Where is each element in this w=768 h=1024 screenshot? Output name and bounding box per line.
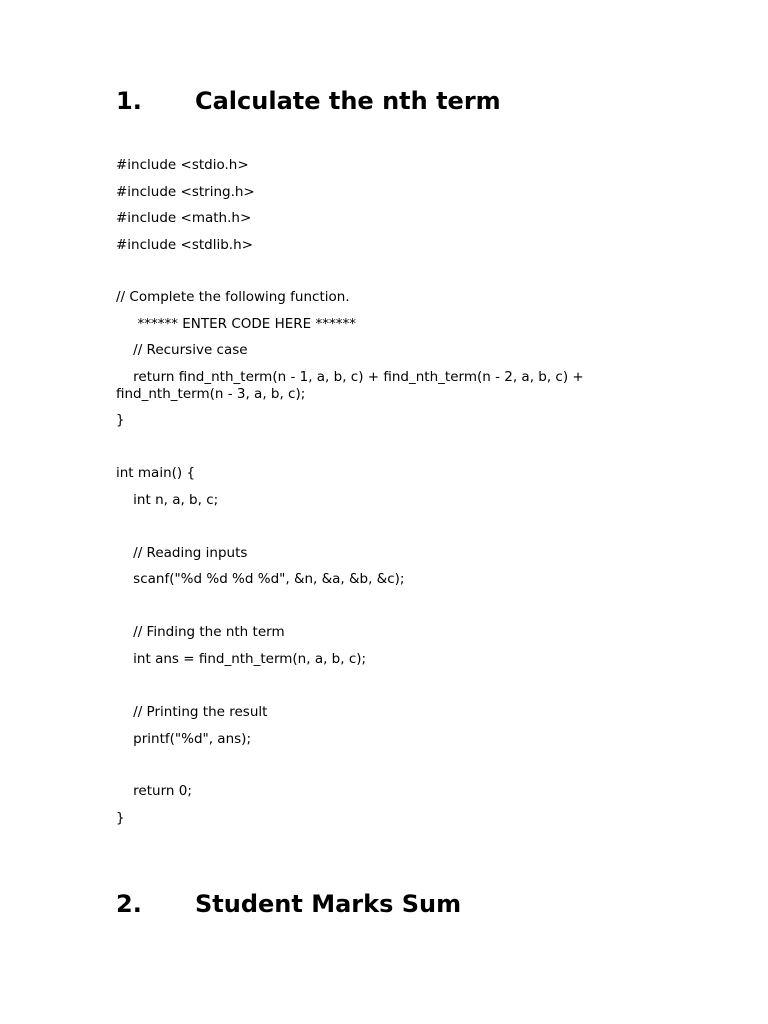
section-2-title: Student Marks Sum	[195, 890, 462, 918]
section-1-heading	[116, 87, 501, 115]
section-1-title: Calculate the nth term	[195, 87, 501, 115]
section-2-heading	[116, 890, 461, 918]
code-line: return find_nth_term(n - 1, a, b, c) + find_nth_term(n - 2, a, b, c) + find_nth_term(n - 3, a, b, c);	[116, 369, 589, 402]
code-line: // Printing the result	[116, 704, 268, 720]
code-line: // Recursive case	[116, 342, 248, 358]
code-line: #include <stdio.h>	[116, 157, 249, 173]
code-line: #include <string.h>	[116, 184, 255, 200]
code-line: // Finding the nth term	[116, 624, 285, 640]
code-line: #include <math.h>	[116, 210, 252, 226]
code-line: scanf("%d %d %d %d", &n, &a, &b, &c);	[116, 571, 405, 587]
code-line: }	[116, 810, 125, 826]
code-line: #include <stdlib.h>	[116, 237, 253, 253]
code-line: int main() {	[116, 465, 196, 481]
section-1-number: 1.	[116, 87, 142, 115]
code-line: }	[116, 412, 125, 428]
code-line: return 0;	[116, 783, 192, 799]
code-line: int ans = find_nth_term(n, a, b, c);	[116, 651, 367, 667]
code-line: // Reading inputs	[116, 545, 248, 561]
code-line: // Complete the following function.	[116, 289, 350, 305]
code-line: printf("%d", ans);	[116, 731, 251, 747]
section-2-number: 2.	[116, 890, 142, 918]
code-line: ****** ENTER CODE HERE ******	[116, 316, 356, 332]
code-line: int n, a, b, c;	[116, 492, 219, 508]
